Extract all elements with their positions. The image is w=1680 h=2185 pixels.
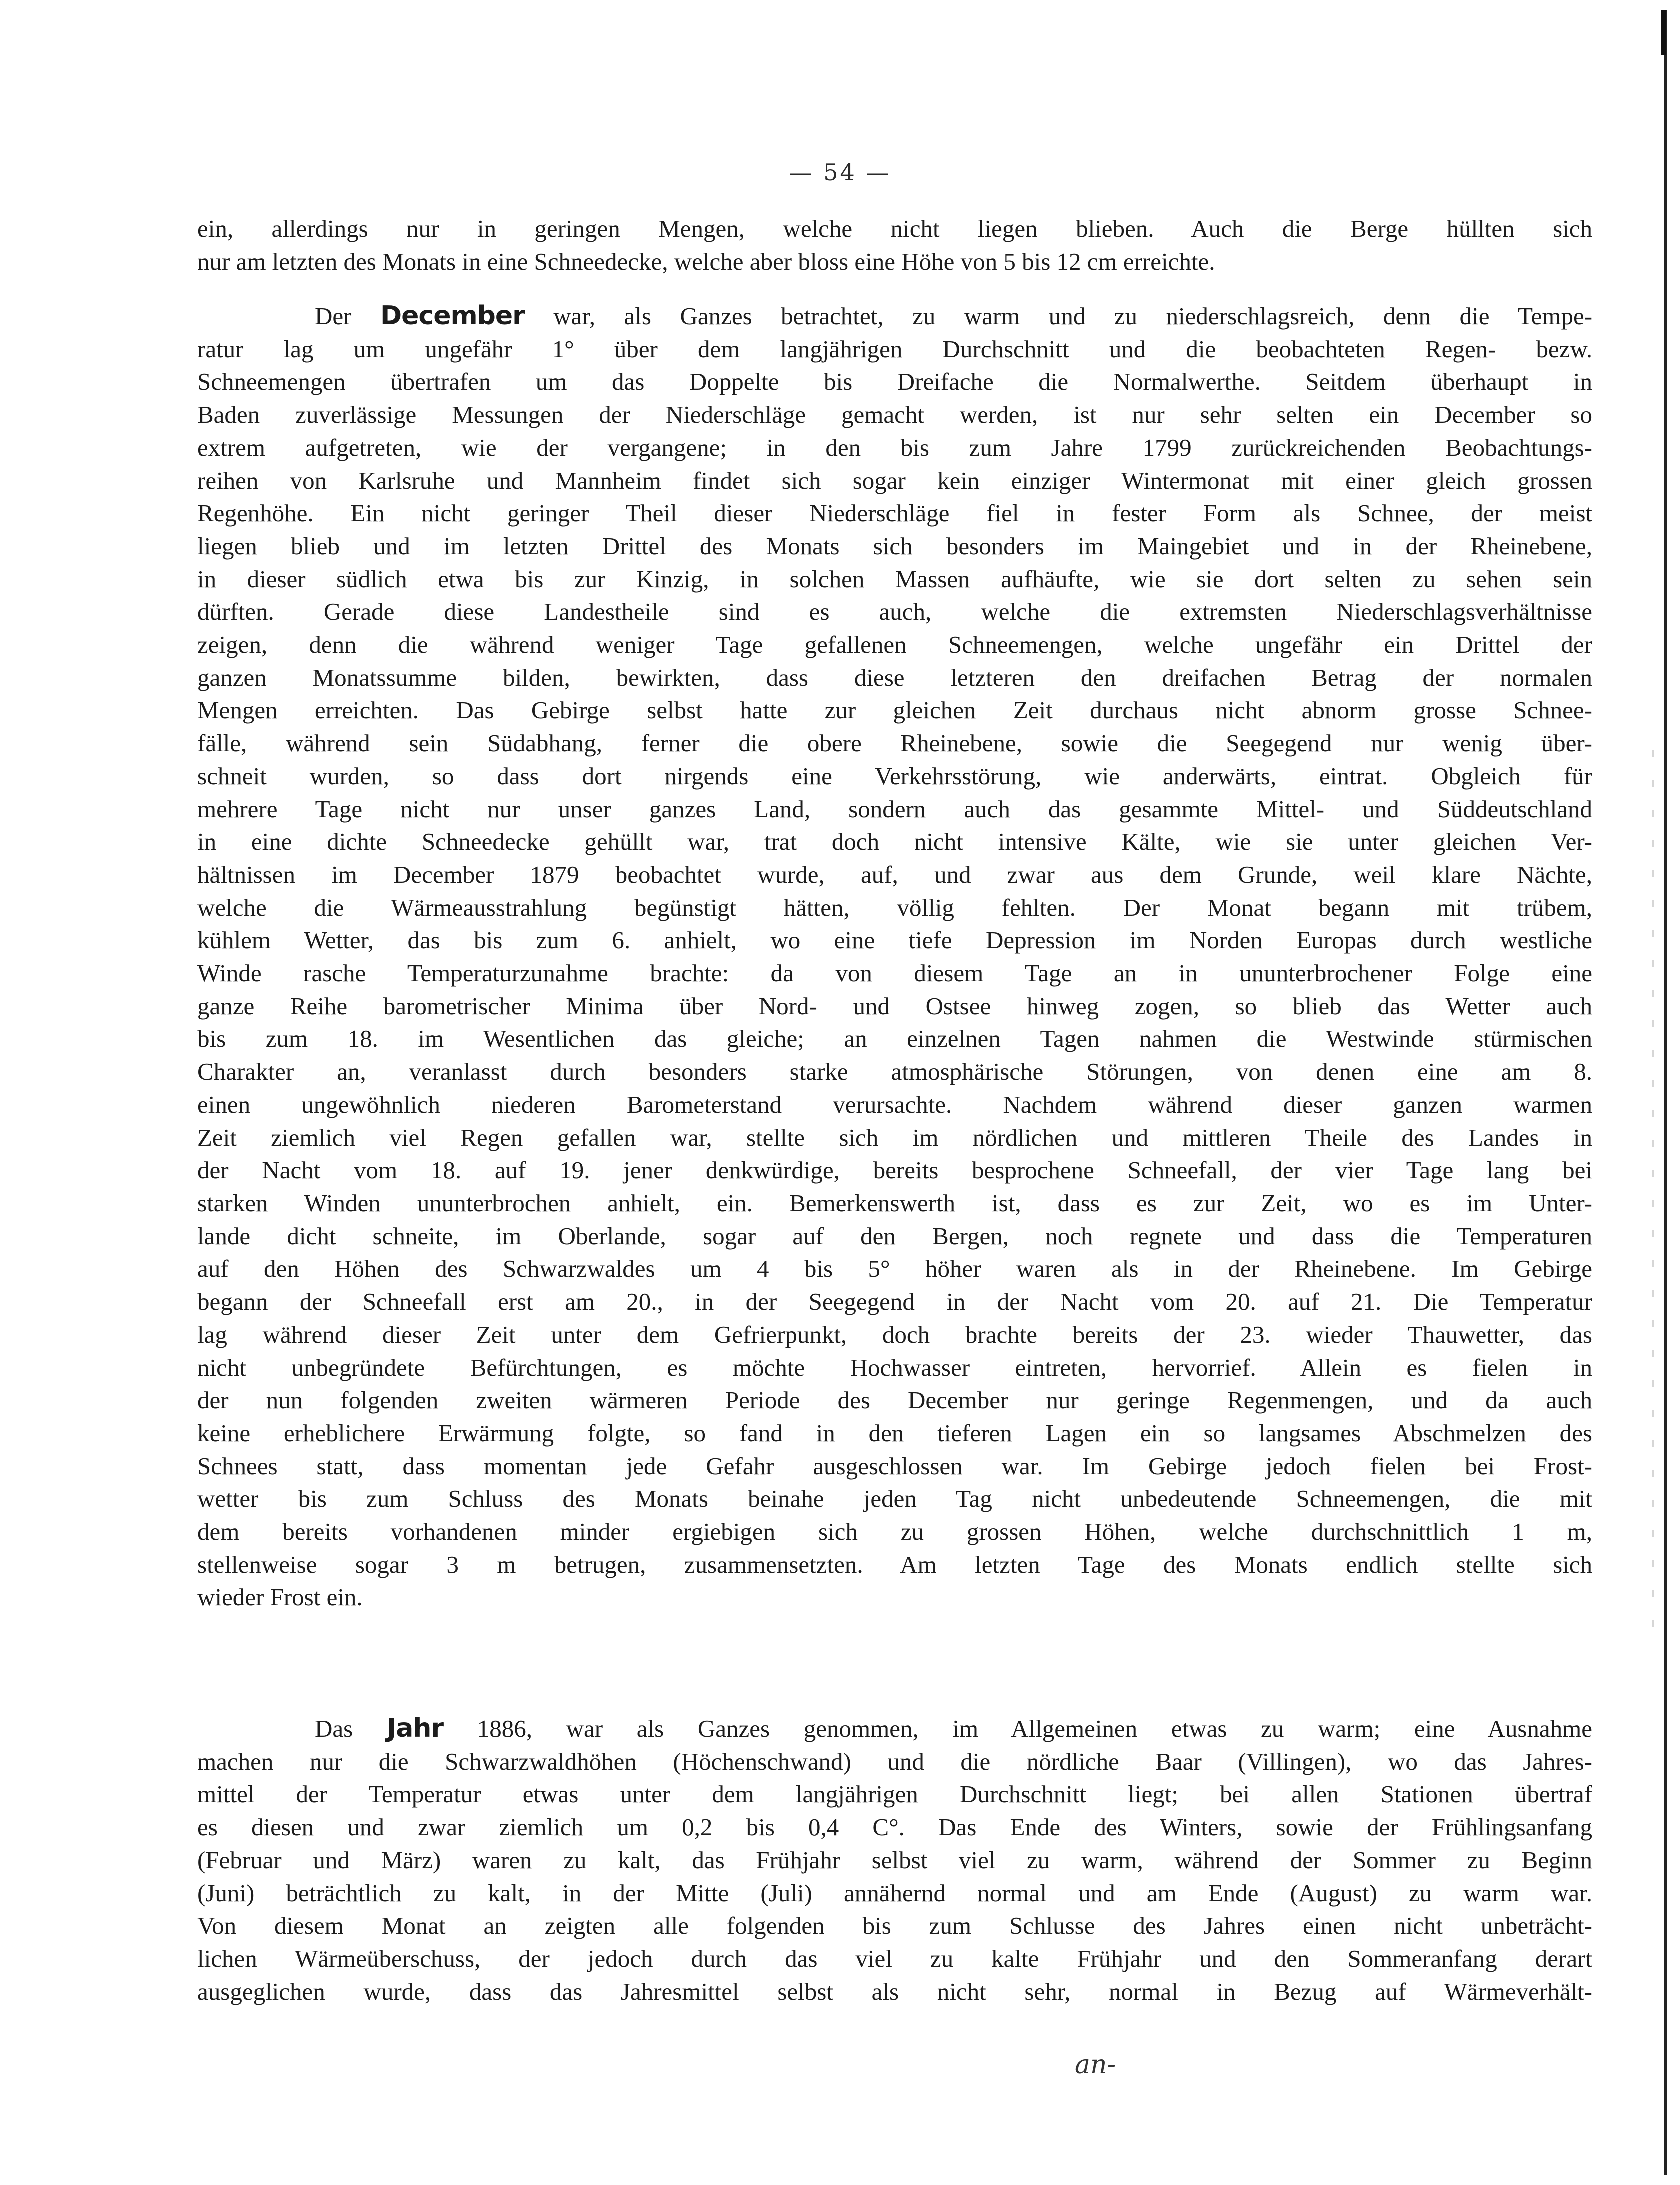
text-line: Regenhöhe. Ein nicht geringer Theil dieser Niederschläge fiel in fester Form als Schnee, der meist — [197, 500, 1592, 528]
text-line: stellenweise sogar 3 m betrugen, zusammensetzten. Am letzten Tage des Monats endlich stellte sich — [197, 1550, 1592, 1578]
text-line: schneit wurden, so dass dort nirgends eine Verkehrsstörung, wie anderwärts, eintrat. Obgleich für — [197, 762, 1592, 790]
text-line: starken Winden ununterbrochen anhielt, ein. Bemerkenswerth ist, dass es zur Zeit, wo es im Unter- — [197, 1189, 1592, 1217]
text-line: ein, allerdings nur in geringen Mengen, welche nicht liegen blieben. Auch die Berge hüllten sich — [197, 215, 1592, 242]
text-line: der nun folgenden zweiten wärmeren Periode des December nur geringe Regenmengen, und da auch — [197, 1386, 1592, 1414]
scan-bleed-marks — [1652, 750, 1654, 1650]
text-line: Von diesem Monat an zeigten alle folgenden bis zum Schlusse des Jahres einen nicht unbeträcht- — [197, 1912, 1592, 1940]
text-line: mittel der Temperatur etwas unter dem langjährigen Durchschnitt liegt; bei allen Stationen übertraf — [197, 1780, 1592, 1808]
text-line: dem bereits vorhandenen minder ergiebigen sich zu grossen Höhen, welche durchschnittlich 1 m, — [197, 1518, 1592, 1546]
text-line: es diesen und zwar ziemlich um 0,2 bis 0,4 C°. Das Ende des Winters, sowie der Frühlingsanfang — [197, 1814, 1592, 1842]
text-line: nicht unbegründete Befürchtungen, es möchte Hochwasser eintreten, hervorrief. Allein es fielen in — [197, 1354, 1592, 1382]
lead-before: Das — [315, 1715, 353, 1742]
text-line: wieder Frost ein. — [197, 1584, 363, 1612]
text-line: mehrere Tage nicht nur unser ganzes Land, sondern auch das gesammte Mittel- und Süddeutschland — [197, 795, 1592, 823]
text-line: fälle, während sein Südabhang, ferner die obere Rheinebene, sowie die Seegegend nur wenig über- — [197, 730, 1592, 758]
text-line: Baden zuverlässige Messungen der Niederschläge gemacht werden, ist nur sehr selten ein December so — [197, 401, 1592, 429]
lead-before: Der — [315, 302, 352, 330]
text-line: dürften. Gerade diese Landestheile sind es auch, welche die extremsten Niederschlagsverhältnisse — [197, 598, 1592, 626]
lead-after: war, als Ganzes betrachtet, zu warm und zu niederschlagsreich, denn die Tempe- — [553, 302, 1592, 330]
paragraph-lead-line — [197, 300, 1592, 333]
text-line: Schneemengen übertrafen um das Doppelte bis Dreifache die Normalwerthe. Seitdem überhaupt in — [197, 368, 1592, 396]
text-line: ratur lag um ungefähr 1° über dem langjährigen Durchschnitt und die beobachteten Regen- bezw. — [197, 335, 1592, 363]
text-line: Mengen erreichten. Das Gebirge selbst hatte zur gleichen Zeit durchaus nicht abnorm grosse Schnee- — [197, 696, 1592, 724]
text-line: wetter bis zum Schluss des Monats beinahe jeden Tag nicht unbedeutende Schneemengen, die mit — [197, 1485, 1592, 1513]
paragraph-lead-line — [197, 1712, 1592, 1746]
text-line: ganzen Monatssumme bilden, bewirkten, dass diese letzteren den dreifachen Betrag der normalen — [197, 664, 1592, 692]
text-line: lande dicht schneite, im Oberlande, sogar auf den Bergen, noch regnete und dass die Temperaturen — [197, 1222, 1592, 1250]
text-line: Winde rasche Temperaturzunahme brachte: da von diesem Tage an in ununterbrochener Folge eine — [197, 960, 1592, 988]
paragraph-december — [197, 300, 1592, 1614]
text-line: lag während dieser Zeit unter dem Gefrierpunkt, doch brachte bereits der 23. wieder Thauwetter, das — [197, 1320, 1592, 1348]
text-line: hältnissen im December 1879 beobachtet wurde, auf, und zwar aus dem Grunde, weil klare Nächte, — [197, 860, 1592, 888]
text-line: ausgeglichen wurde, dass das Jahresmittel selbst als nicht sehr, normal in Bezug auf Wärmeverhält- — [197, 1978, 1592, 2006]
text-line: lichen Wärmeüberschuss, der jedoch durch das viel zu kalte Frühjahr und den Sommeranfang derart — [197, 1944, 1592, 1972]
text-line: ganze Reihe barometrischer Minima über Nord- und Ostsee hinweg zogen, so blieb das Wetter auch — [197, 992, 1592, 1020]
text-line: in dieser südlich etwa bis zur Kinzig, in solchen Massen aufhäufte, wie sie dort selten zu sehen sein — [197, 565, 1592, 593]
text-line: begann der Schneefall erst am 20., in der Seegegend in der Nacht vom 20. auf 21. Die Temperatur — [197, 1288, 1592, 1316]
text-line: Charakter an, veranlasst durch besonders starke atmosphärische Störungen, von denen eine am 8. — [197, 1058, 1592, 1086]
handwritten-note: an- — [1075, 2050, 1116, 2080]
keyword-december: December — [380, 301, 525, 331]
lead-after: 1886, war als Ganzes genommen, im Allgemeinen etwas zu warm; eine Ausnahme — [477, 1715, 1592, 1742]
keyword-jahr: Jahr — [386, 1714, 444, 1744]
text-line: bis zum 18. im Wesentlichen das gleiche; an einzelnen Tagen nahmen die Westwinde stürmischen — [197, 1025, 1592, 1053]
text-line: (Juni) beträchtlich zu kalt, in der Mitte (Juli) annähernd normal und am Ende (August) zu warm war. — [197, 1879, 1592, 1907]
scan-edge-shadow — [1664, 10, 1667, 2175]
text-line: nur am letzten des Monats in eine Schneedecke, welche aber bloss eine Höhe von 5 bis 12 cm erreichte. — [197, 248, 1215, 276]
text-line: liegen blieb und im letzten Drittel des Monats sich besonders im Maingebiet und in der Rheinebene, — [197, 532, 1592, 560]
page-number: — 54 — — [789, 159, 891, 186]
text-line: keine erheblichere Erwärmung folgte, so fand in den tieferen Lagen ein so langsames Abschmelzen des — [197, 1419, 1592, 1447]
text-line: extrem aufgetreten, wie der vergangene; in den bis zum Jahre 1799 zurückreichenden Beobachtungs- — [197, 434, 1592, 462]
text-line: einen ungewöhnlich niederen Barometerstand verursachte. Nachdem während dieser ganzen warmen — [197, 1090, 1592, 1118]
text-line: auf den Höhen des Schwarzwaldes um 4 bis 5° höher waren als in der Rheinebene. Im Gebirge — [197, 1255, 1592, 1283]
text-line: Schnees statt, dass momentan jede Gefahr ausgeschlossen war. Im Gebirge jedoch fielen bei Frost- — [197, 1452, 1592, 1480]
text-line: der Nacht vom 18. auf 19. jener denkwürdige, bereits besprochene Schneefall, der vier Tage lang bei — [197, 1156, 1592, 1184]
text-line: welche die Wärmeausstrahlung begünstigt hätten, völlig fehlten. Der Monat begann mit trübem, — [197, 894, 1592, 922]
text-line: in eine dichte Schneedecke gehüllt war, trat doch nicht intensive Kälte, wie sie unter gleichen Ver- — [197, 828, 1592, 856]
text-line: (Februar und März) waren zu kalt, das Frühjahr selbst viel zu warm, während der Sommer zu Beginn — [197, 1846, 1592, 1874]
text-line: machen nur die Schwarzwaldhöhen (Höchenschwand) und die nördliche Baar (Villingen), wo das Jahres- — [197, 1748, 1592, 1776]
text-line: Zeit ziemlich viel Regen gefallen war, stellte sich im nördlichen und mittleren Theile des Landes in — [197, 1124, 1592, 1152]
text-line: zeigen, denn die während weniger Tage gefallenen Schneemengen, welche ungefähr ein Drittel der — [197, 631, 1592, 659]
text-line: kühlem Wetter, das bis zum 6. anhielt, wo eine tiefe Depression im Norden Europas durch westliche — [197, 926, 1592, 954]
paragraph-continuation — [197, 212, 1592, 278]
paragraph-jahr — [197, 1712, 1592, 2008]
text-line: reihen von Karlsruhe und Mannheim findet sich sogar kein einziger Wintermonat mit einer gleich grossen — [197, 466, 1592, 494]
scan-edge-mark — [1661, 10, 1666, 55]
